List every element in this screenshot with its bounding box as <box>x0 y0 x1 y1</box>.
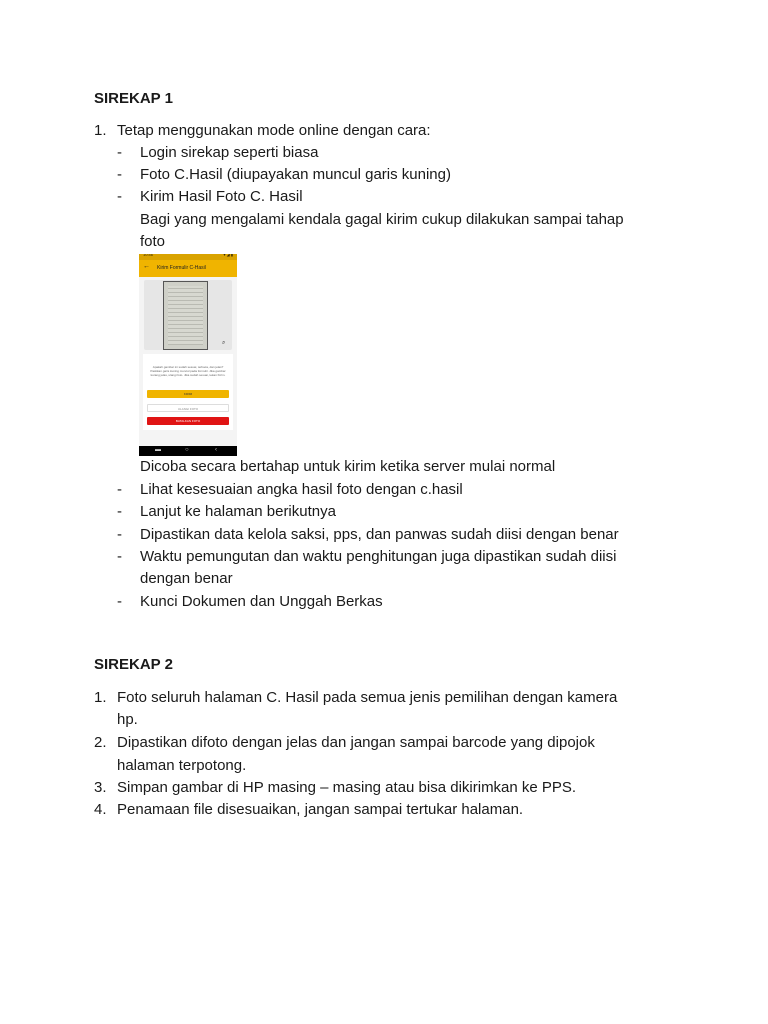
recent-apps-icon: ▬ <box>155 447 161 453</box>
status-icons: ▾ ◢ ▮ <box>223 254 233 257</box>
list-number: 1. <box>94 122 107 139</box>
list-number: 2. <box>94 734 107 751</box>
list-number: 1. <box>94 689 107 706</box>
home-icon: ○ <box>185 447 189 453</box>
bullet-text: Login sirekap seperti biasa <box>140 144 319 161</box>
list-text: Foto seluruh halaman C. Hasil pada semua jenis pemilihan dengan kamera <box>117 689 618 706</box>
list-number: 4. <box>94 801 107 818</box>
list-text: Dipastikan difoto dengan jelas dan jangan sampai barcode yang dipojok <box>117 734 595 751</box>
zoom-icon: ⌕ <box>222 340 226 346</box>
bullet-text: Foto C.Hasil (diupayakan muncul garis kuning) <box>140 166 451 183</box>
bullet-text: Kirim Hasil Foto C. Hasil <box>140 188 303 205</box>
list-text: halaman terpotong. <box>117 757 247 774</box>
bullet-text: Lanjut ke halaman berikutnya <box>140 503 336 520</box>
note-text: foto <box>140 233 166 250</box>
list-text: Penamaan file disesuaikan, jangan sampai tertukar halaman. <box>117 801 524 818</box>
retake-button: ULANGI FOTO <box>147 404 229 412</box>
status-time: 10:46 <box>143 254 154 257</box>
back-icon: ‹ <box>215 447 217 453</box>
list-text: hp. <box>117 711 138 728</box>
note-text: Dicoba secara bertahap untuk kirim ketika server mulai normal <box>140 458 556 475</box>
document-photo <box>163 281 208 350</box>
cancel-photo-button: BATALKAN FOTO <box>147 417 229 425</box>
bullet-dash: - <box>117 503 122 520</box>
send-button: KIRIM <box>147 390 229 398</box>
list-text: Simpan gambar di HP masing – masing atau bisa dikirimkan ke PPS. <box>117 779 577 796</box>
list-number: 3. <box>94 779 107 796</box>
bullet-text: dengan benar <box>140 570 233 587</box>
back-arrow-icon: ← <box>143 263 150 270</box>
bullet-text: Dipastikan data kelola saksi, pps, dan panwas sudah diisi dengan benar <box>140 526 619 543</box>
bullet-text: Lihat kesesuaian angka hasil foto dengan c.hasil <box>140 481 463 498</box>
bullet-dash: - <box>117 188 122 205</box>
bullet-text: Kunci Dokumen dan Unggah Berkas <box>140 593 383 610</box>
note-text: Bagi yang mengalami kendala gagal kirim cukup dilakukan sampai tahap <box>140 211 624 228</box>
bullet-text: Waktu pemungutan dan waktu penghitungan juga dipastikan sudah diisi <box>140 548 617 565</box>
list-text: Tetap menggunakan mode online dengan cara: <box>117 122 431 139</box>
nav-bar <box>139 446 237 456</box>
confirm-notice: Apakah gambar ini sudah sesuai, terbaca, dan jelas? Pastikan garis kuning muncul pada formulir. Jika gambar kurang jelas, ulangi foto. Jika sudah sesuai, tekan Kirim. <box>150 365 226 377</box>
phone-screenshot-image <box>139 254 237 456</box>
bullet-dash: - <box>117 548 122 565</box>
bullet-dash: - <box>117 481 122 498</box>
heading-sirekap-2: SIREKAP 2 <box>94 656 173 673</box>
bullet-dash: - <box>117 144 122 161</box>
bullet-dash: - <box>117 526 122 543</box>
bullet-dash: - <box>117 593 122 610</box>
app-bar-title: Kirim Formulir C-Hasil <box>157 265 206 271</box>
heading-sirekap-1: SIREKAP 1 <box>94 90 173 107</box>
app-bar <box>139 260 237 277</box>
bullet-dash: - <box>117 166 122 183</box>
